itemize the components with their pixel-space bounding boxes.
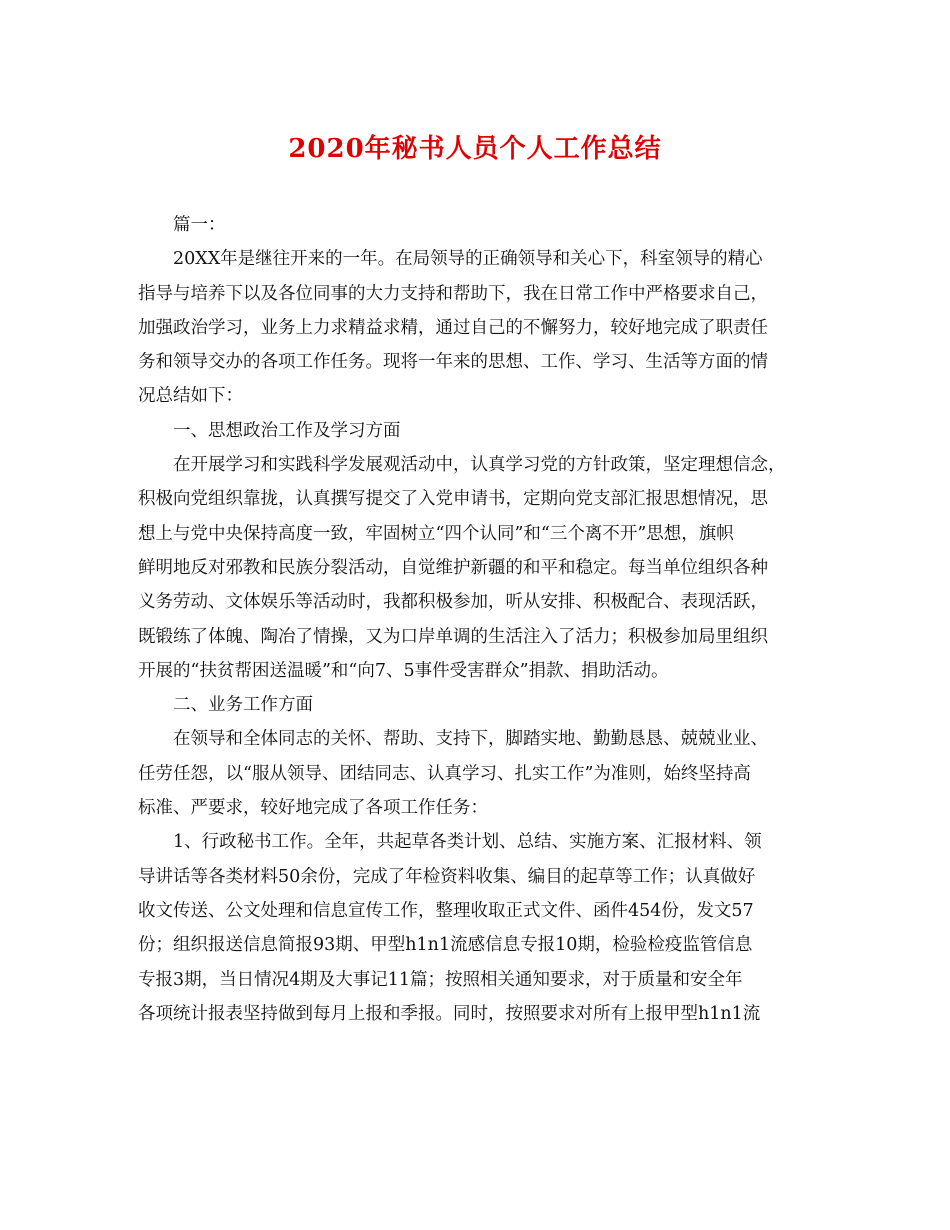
document-body xyxy=(138,208,818,1031)
text-line: 导讲话等各类材料50余份，完成了年检资料收集、编目的起草等工作；认真做好 xyxy=(138,866,756,887)
text-line: 既锻练了体魄、陶冶了情操，又为口岸单调的生活注入了活力；积极参加局里组织 xyxy=(138,626,768,647)
text-line: 在领导和全体同志的关怀、帮助、支持下，脚踏实地、勤勤恳恳、兢兢业业、 xyxy=(173,729,768,750)
text-line: 篇一： xyxy=(173,215,226,235)
text-line: 在开展学习和实践科学发展观活动中，认真学习党的方针政策，坚定理想信念， xyxy=(173,455,786,476)
text-line: 一、思想政治工作及学习方面 xyxy=(173,420,401,441)
text-line: 想上与党中央保持高度一致，牢固树立“四个认同”和“三个离不开”思想，旗帜 xyxy=(138,523,734,544)
text-line: 各项统计报表坚持做到每月上报和季报。同时，按照要求对所有上报甲型h1n1流 xyxy=(138,1003,761,1024)
text-line: 任劳任怨，以“服从领导、团结同志、认真学习、扎实工作”为准则，始终坚持高 xyxy=(138,763,751,784)
text-line: 指导与培养下以及各位同事的大力支持和帮助下，我在日常工作中严格要求自己， xyxy=(138,283,768,304)
text-line: 鲜明地反对邪教和民族分裂活动，自觉维护新疆的和平和稳定。每当单位组织各种 xyxy=(138,557,768,578)
text-line: 20XX年是继往开来的一年。在局领导的正确领导和关心下，科室领导的精心 xyxy=(173,249,763,270)
text-line: 份；组织报送信息简报93期、甲型h1n1流感信息专报10期，检验检疫监管信息 xyxy=(138,935,753,956)
text-line: 收文传送、公文处理和信息宣传工作，整理收取正式文件、函件454份，发文57 xyxy=(138,900,754,921)
text-line: 务和领导交办的各项工作任务。现将一年来的思想、工作、学习、生活等方面的情 xyxy=(138,352,768,373)
text-line: 加强政治学习，业务上力求精益求精，通过自己的不懈努力，较好地完成了职责任 xyxy=(138,317,768,338)
text-line: 标准、严要求，较好地完成了各项工作任务： xyxy=(138,798,488,819)
text-line: 专报3期，当日情况4期及大事记11篇；按照相关通知要求，对于质量和安全年 xyxy=(138,969,743,990)
text-line: 况总结如下： xyxy=(138,386,243,407)
text-line: 开展的“扶贫帮困送温暖”和“向7、5事件受害群众”捐款、捐助活动。 xyxy=(138,660,669,681)
text-line: 积极向党组织靠拢，认真撰写提交了入党申请书，定期向党支部汇报思想情况，思 xyxy=(138,489,768,510)
text-line: 义务劳动、文体娱乐等活动时，我都积极参加，听从安排、积极配合、表现活跃， xyxy=(138,592,768,613)
text-line: 二、业务工作方面 xyxy=(173,695,313,716)
text-line: 1、行政秘书工作。全年，共起草各类计划、总结、实施方案、汇报材料、领 xyxy=(173,832,762,853)
document-title: 2020年秘书人员个人工作总结 xyxy=(288,134,662,164)
